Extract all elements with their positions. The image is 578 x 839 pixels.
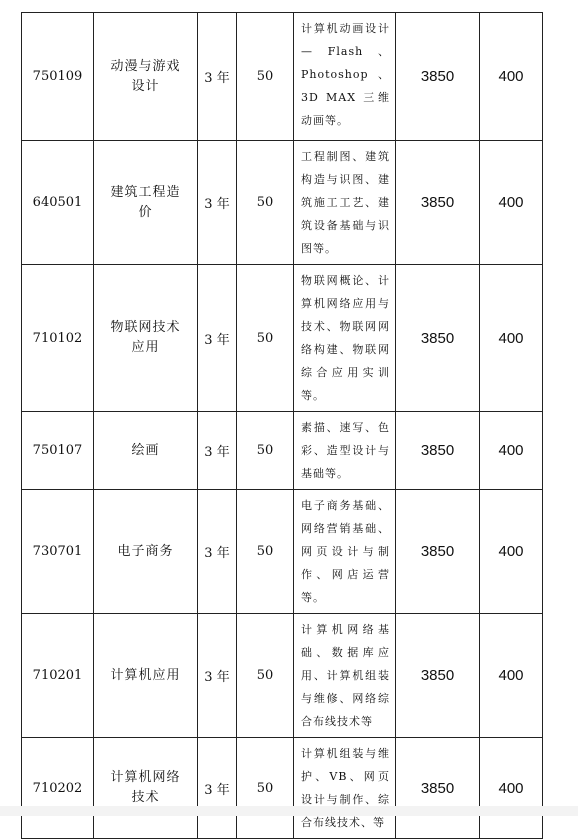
program-name: 计算机网络技术 [94,738,198,839]
program-code: 710102 [22,265,94,412]
program-years: 3 年 [198,412,237,490]
program-courses: 工程制图、建筑构造与识图、建筑施工工艺、建筑设备基础与识图等。 [294,141,396,265]
page-bottom-edge [0,806,578,816]
program-years: 3 年 [198,141,237,265]
program-lodging: 400 [480,412,543,490]
program-courses: 电子商务基础、网络营销基础、网页设计与制作、网店运营等。 [294,490,396,614]
program-tuition: 3850 [396,265,480,412]
program-code: 750109 [22,13,94,141]
program-lodging: 400 [480,490,543,614]
program-code: 710201 [22,614,94,738]
program-courses: 计算机网络基础、数据库应用、计算机组装与维修、网络综合布线技术等 [294,614,396,738]
program-lodging: 400 [480,265,543,412]
program-lodging: 400 [480,738,543,839]
program-name: 绘画 [94,412,198,490]
program-name: 电子商务 [94,490,198,614]
table-row [22,13,543,141]
program-code: 750107 [22,412,94,490]
program-quota: 50 [237,13,294,141]
program-years: 3 年 [198,738,237,839]
program-years: 3 年 [198,265,237,412]
program-tuition: 3850 [396,738,480,839]
program-quota: 50 [237,614,294,738]
program-name: 建筑工程造价 [94,141,198,265]
program-quota: 50 [237,738,294,839]
table-row [22,490,543,614]
table-row [22,141,543,265]
program-name: 物联网技术应用 [94,265,198,412]
program-code: 640501 [22,141,94,265]
program-name: 动漫与游戏设计 [94,13,198,141]
table-row [22,265,543,412]
program-quota: 50 [237,141,294,265]
program-lodging: 400 [480,13,543,141]
program-courses: 素描、速写、色彩、造型设计与基础等。 [294,412,396,490]
program-years: 3 年 [198,614,237,738]
program-lodging: 400 [480,141,543,265]
program-tuition: 3850 [396,412,480,490]
program-years: 3 年 [198,490,237,614]
program-quota: 50 [237,490,294,614]
program-years: 3 年 [198,13,237,141]
program-quota: 50 [237,412,294,490]
program-table [21,12,543,839]
program-tuition: 3850 [396,141,480,265]
table-row [22,412,543,490]
program-courses: 计算机动画设计— Flash 、Photoshop、3D MAX 三维动画等。 [294,13,396,141]
program-code: 710202 [22,738,94,839]
program-code: 730701 [22,490,94,614]
program-courses: 计算机组装与维护、VB、网页设计与制作、综合布线技术、等 [294,738,396,839]
program-lodging: 400 [480,614,543,738]
table-row [22,738,543,839]
program-name: 计算机应用 [94,614,198,738]
program-tuition: 3850 [396,614,480,738]
table-row [22,614,543,738]
program-courses: 物联网概论、计算机网络应用与技术、物联网网络构建、物联网综合应用实训等。 [294,265,396,412]
program-quota: 50 [237,265,294,412]
program-tuition: 3850 [396,13,480,141]
program-tuition: 3850 [396,490,480,614]
